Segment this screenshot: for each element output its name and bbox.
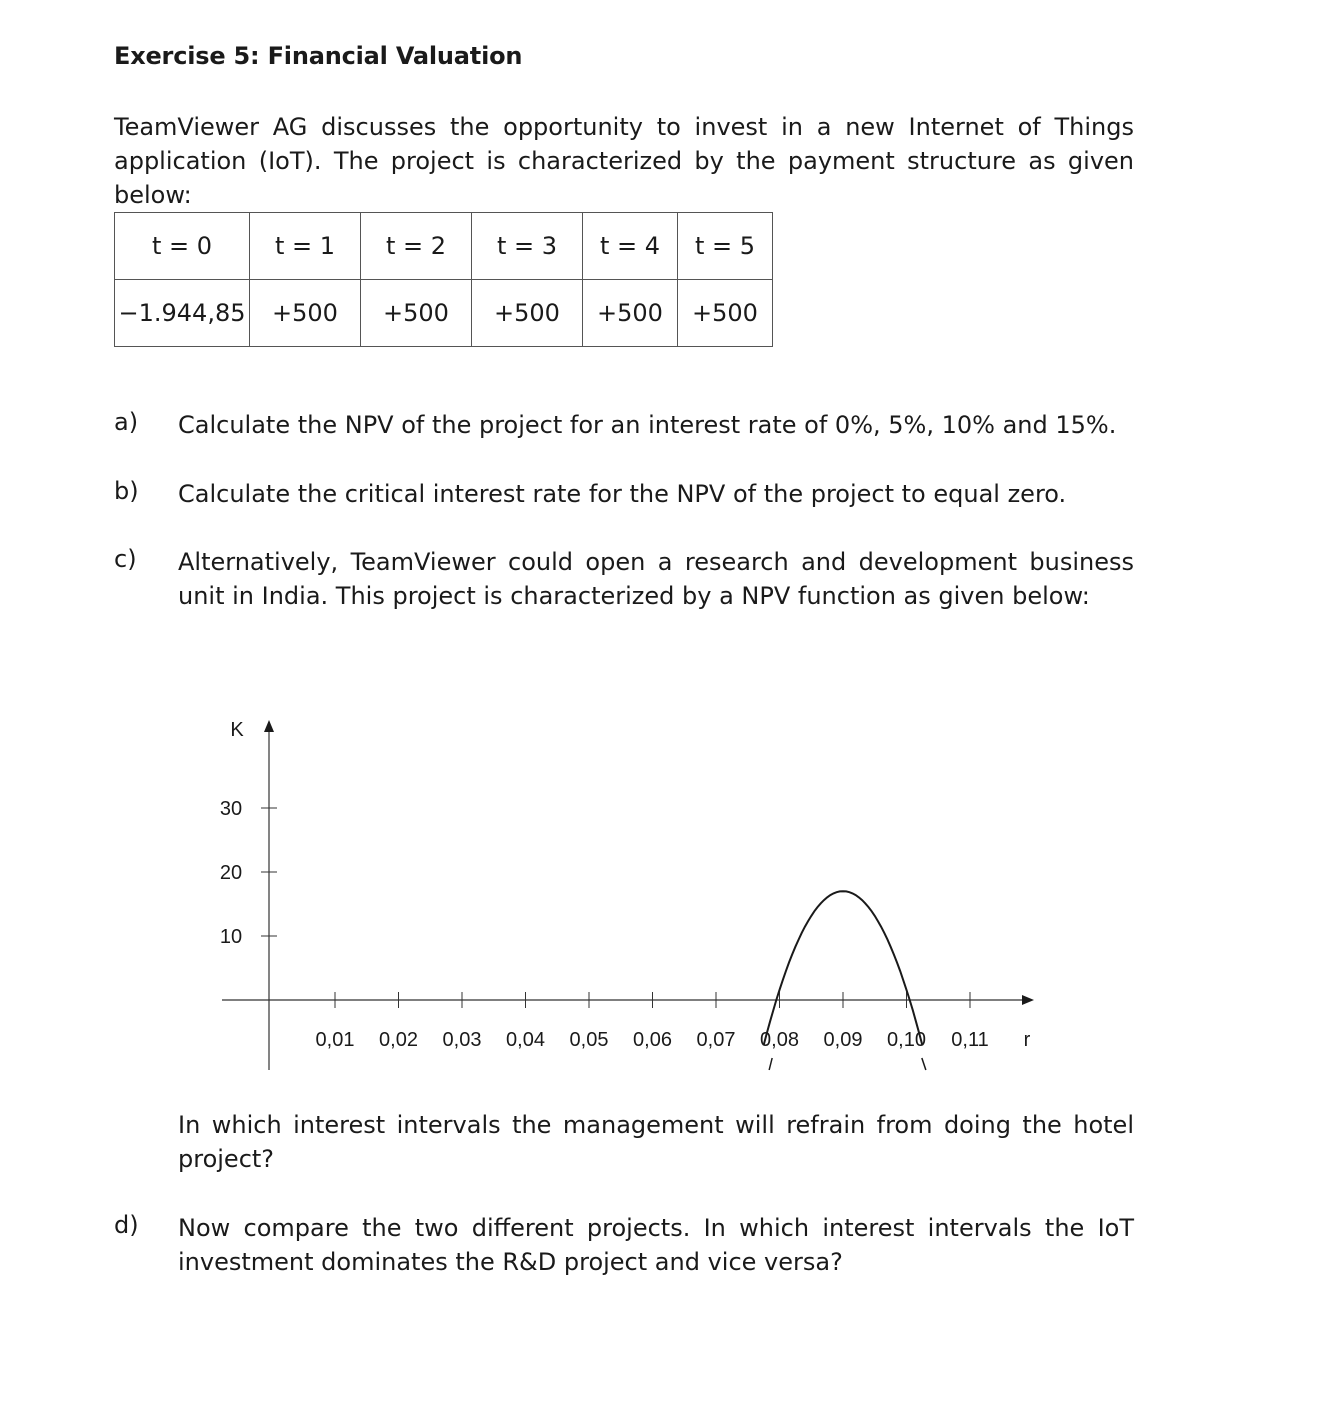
page-title: Exercise 5: Financial Valuation [114,42,523,70]
x-tick-label: 0,11 [951,1029,989,1051]
x-tick-label: 0,02 [379,1029,418,1051]
value-t2: +500 [361,280,472,347]
x-tick-label: 0,04 [506,1029,545,1051]
x-axis-label: r [1023,1029,1031,1051]
value-t4: +500 [583,280,678,347]
chart-axes [219,719,1034,1070]
x-axis-arrow [1022,995,1034,1005]
y-axis-arrow [264,720,274,732]
x-tick-label: 0,07 [696,1029,736,1051]
y-tick-label: 20 [219,862,243,884]
header-t2: t = 2 [361,213,472,280]
x-ticks [316,992,989,1051]
question-a-label: a) [114,408,139,436]
root-mark-right [922,1058,926,1070]
root-mark-left [769,1058,772,1070]
x-tick-label: 0,05 [569,1029,609,1051]
header-t4: t = 4 [583,213,678,280]
header-t3: t = 3 [472,213,583,280]
cashflow-table [114,212,773,347]
value-t1: +500 [250,280,361,347]
question-c-label: c) [114,545,137,573]
question-c-text: Alternatively, TeamViewer could open a research and development business unit in India. This project is characterized by a NPV function as given below: [178,548,1134,610]
question-b-text: Calculate the critical interest rate for the NPV of the project to equal zero. [178,480,1067,508]
x-tick-label: 0,08 [760,1029,799,1051]
question-d-text: Now compare the two different projects. In which interest intervals the IoT investment dominates the R&D project and vice versa? [178,1214,1134,1276]
y-tick-label: 30 [219,798,243,820]
question-b-label: b) [114,477,139,505]
table-values-row [115,280,773,347]
value-t3: +500 [472,280,583,347]
table-header-row [115,213,773,280]
x-tick-label: 0,10 [887,1029,926,1051]
y-axis-label: K [230,719,244,741]
npv-curve [764,891,923,1045]
value-t0: −1.944,85 [115,280,250,347]
x-tick-label: 0,06 [633,1029,672,1051]
y-tick-label: 10 [219,926,243,948]
x-tick-label: 0,01 [315,1029,355,1051]
question-d-label: d) [114,1211,139,1239]
question-c-followup: In which interest intervals the management will refrain from doing the hotel project? [178,1111,1134,1173]
x-tick-label: 0,09 [823,1029,863,1051]
intro-paragraph: TeamViewer AG discusses the opportunity to invest in a new Internet of Things application (IoT). The project is characterized by the payment structure as given below: [114,113,1134,209]
npv-graph [200,700,1060,1090]
x-tick-label: 0,03 [442,1029,482,1051]
question-a-text: Calculate the NPV of the project for an interest rate of 0%, 5%, 10% and 15%. [178,411,1117,439]
header-t0: t = 0 [115,213,250,280]
value-t5: +500 [678,280,773,347]
header-t5: t = 5 [678,213,773,280]
header-t1: t = 1 [250,213,361,280]
